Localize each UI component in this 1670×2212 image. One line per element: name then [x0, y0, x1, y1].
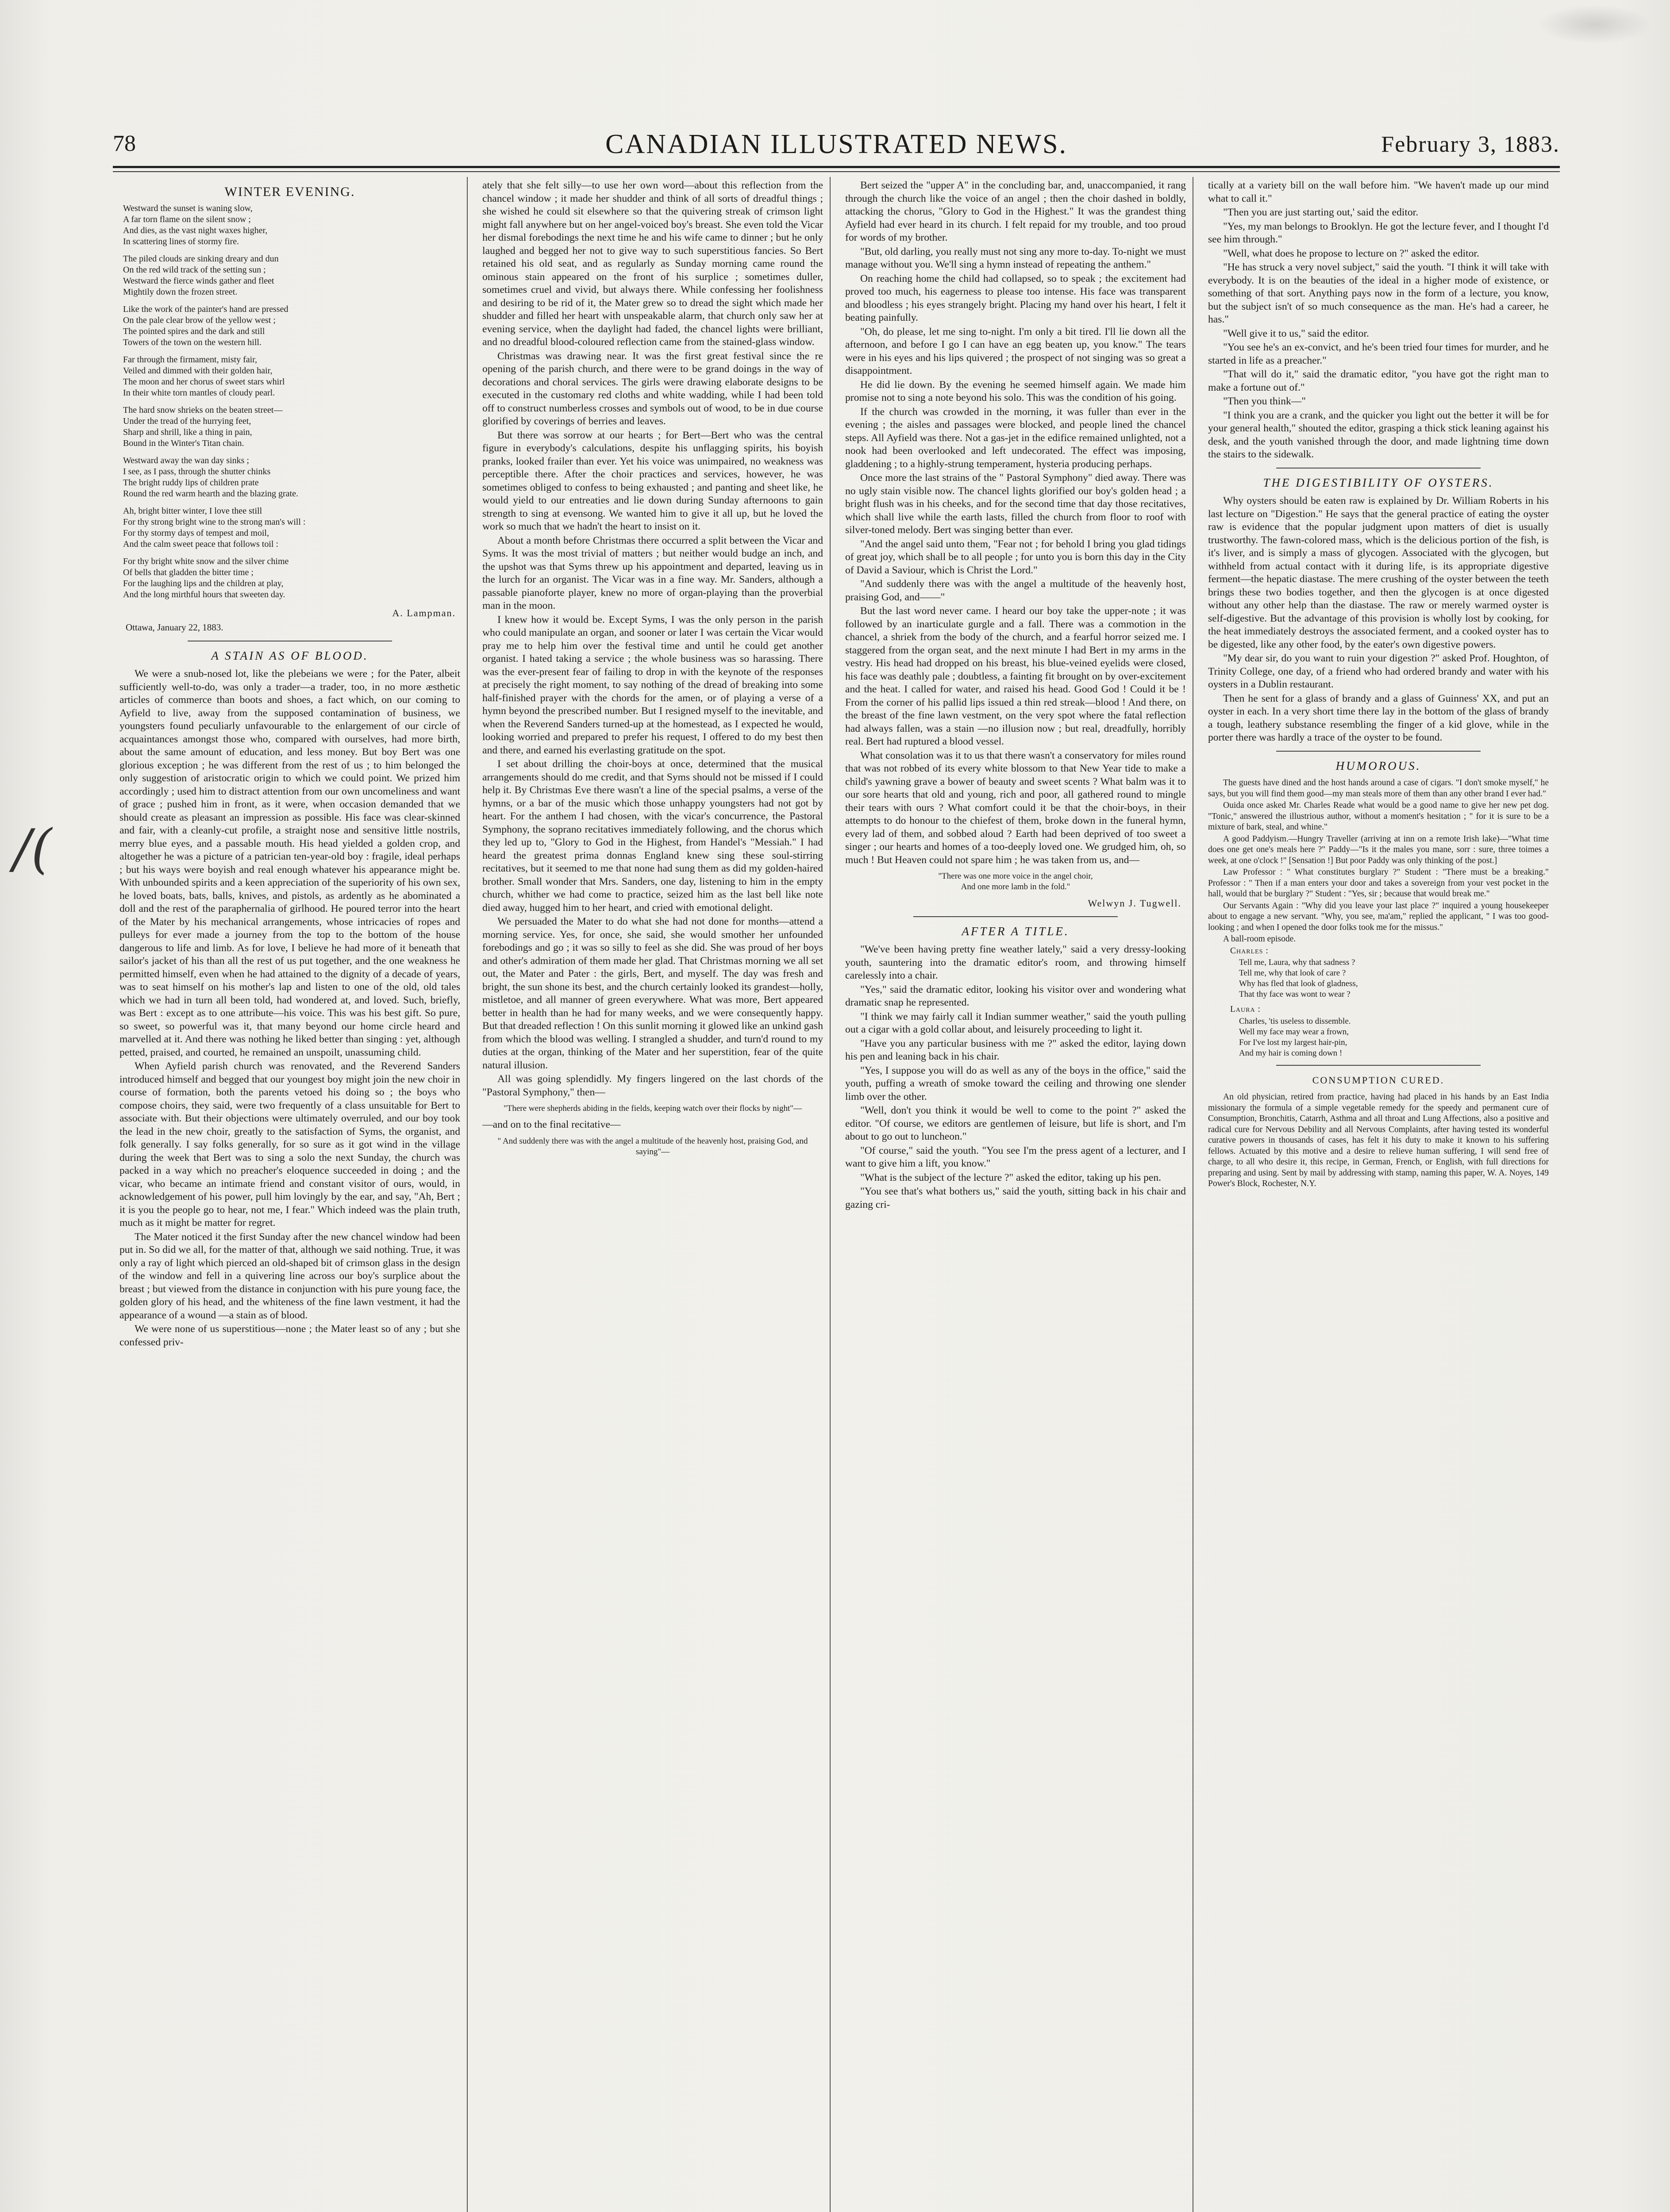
- page-scuff: [1537, 4, 1652, 44]
- section-rule: [913, 916, 1118, 917]
- story-paragraph: Why oysters should be eaten raw is explained by Dr. William Roberts in his last lecture on "Digestion." He says that the general practice of eating the oyster raw is evidence that the popular judgment upon matters of diet is usually trustworthy. The fawn-colored mass, which is the delicious portion of the fish, is it's liver, and is simply a mass of glycogen. Associated with the glycogen, but withheld from actual contact with it during life, is its appropriate digestive ferment—the hepatic diastase. The mere crushing of the oyster between the teeth brings these two bodies together, and then the glycogen is at once digested without any other help than the diastase. The raw or merely warmed oyster is self-digestive. But the advantage of this provision is wholly lost by cooking, for the heat immediately destroys the associated ferment, and a cooked oyster has to be digested, like any other food, by the eater's own digestive powers.: [1208, 495, 1549, 650]
- poem-line: And dies, as the vast night waxes higher,: [123, 225, 268, 235]
- story-body: [1208, 495, 1549, 745]
- poem-title: WINTER EVENING.: [224, 184, 355, 199]
- story-paragraph: "Then you think—": [1223, 396, 1306, 407]
- story-paragraph: tically at a variety bill on the wall before him. "We haven't made up our mind what to call it.": [1208, 180, 1549, 204]
- verse-line: And my hair is coming down !: [1239, 1048, 1343, 1058]
- margin-mark: /(: [13, 818, 52, 880]
- poem-dateline: Ottawa, January 22, 1883.: [126, 622, 223, 633]
- story-paragraph: He did lie down. By the evening he seemed himself again. We made him promise not to sing a note beyond his solo. This was the condition of his going.: [845, 379, 1186, 403]
- verse-speaker: Charles :: [1230, 946, 1269, 956]
- story-paragraph: "Well, don't you think it would be well to come to the point ?" asked the editor. "Of course, we editors are gentlemen of leisure, but life is short, and I'm about to go out to luncheon.": [845, 1105, 1186, 1142]
- story-paragraph: All was going splendidly. My fingers lingered on the last chords of the "Pastoral Symphony," then—: [482, 1073, 823, 1098]
- story-body: [119, 668, 460, 1349]
- story-title: THE DIGESTIBILITY OF OYSTERS.: [1263, 476, 1494, 489]
- story-paragraph: ately that she felt silly—to use her own word—about this reflection from the chancel window ; it made her shudder and think of all sorts of dreadful things ; she wished he could sit elsewhere so that the quivering streak of crimson light might fall anywhere but on her angel-voiced boy's breast. She even told the Vicar her dismal forebodings the next time he and his wife came to dinner ; but he only laughed and begged her not to give way to such superstitious fancies. So Bert retained his old seat, and as regularly as Sunday morning came round the ominous stain appeared on the front of his surplice ; sometimes duller, sometimes cruel and vivid, but always there. While confessing her foolishness and desiring to be rid of it, the Mater grew so to dread the sight which made her shudder and filled her heart with unspeakable alarm, that church only saw her at evening service, when the daylight had faded, the chancel lights were brilliant, and no dreadful blood-coloured reflection came from the stained-glass window.: [482, 180, 823, 348]
- column-divider: [467, 177, 468, 2212]
- poem-author: A. Lampman.: [392, 607, 456, 618]
- verse-line: Why has fled that look of gladness,: [1239, 979, 1358, 988]
- story-paragraph: "My dear sir, do you want to ruin your digestion ?" asked Prof. Houghton, of Trinity College, one day, of a friend who had ordered brandy and water with his oysters in a Dublin restaurant.: [1208, 653, 1549, 690]
- story-paragraph: Our Servants Again : "Why did you leave your last place ?" inquired a young housekeeper about to engage a new servant. "Why, you see, ma'am," replied the applicant, " I was too good-looking ; and when I opened the door folks took me for the missus.": [1208, 901, 1549, 932]
- poem-line: And the long mirthful hours that sweeten day.: [123, 589, 285, 599]
- verse-line: For I've lost my largest hair-pin,: [1239, 1037, 1347, 1047]
- poem-line: Under the tread of the hurrying feet,: [123, 416, 251, 426]
- poem-stanza: [123, 455, 460, 499]
- story-paragraph: Christmas was drawing near. It was the first great festival since the re opening of the parish church, and there were to be grand doings in the way of decorations and choral services. The girls were drawing elaborate designs to be executed in the customary red cloths and white wadding, while I had been told off to construct numberless crosses and symbols out of wood, to be in due course glorified by coverings of berries and leaves.: [482, 350, 823, 427]
- poem-line: Veiled and dimmed with their golden hair,: [123, 365, 273, 376]
- story-paragraph: The Mater noticed it the first Sunday after the new chancel window had been put in. So did we all, for the matter of that, although we said nothing. True, it was only a ray of light which pierced an old-shaped bit of crimson glass in the design of the window and fell in a quivering line across our boy's surplice about the breast ; but viewed from the distance in conjunction with his pure young face, the golden glory of his head, and the whiteness of the fine lawn vestment, it had the appearance of a wound —a stain as of blood.: [119, 1231, 460, 1321]
- story-paragraph: Law Professor : " What constitutes burglary ?" Student : "There must be a breaking." Professor : " Then if a man enters your door and takes a sovereign from your vest pocket in the hall, would that be burglary ?" Student : "Yes, sir ; because that would break me.": [1208, 868, 1549, 899]
- column-3: [845, 179, 1186, 2212]
- section-rule: [1276, 1065, 1481, 1066]
- story-body-continued: [482, 179, 823, 1099]
- story-paragraph: "Oh, do please, let me sing to-night. I'm only a bit tired. I'll lie down all the afternoon, and before I go I can have an egg beaten up, you know." The tears were in his eyes and his lips quivered ; the prospect of not singing was so great a disappointment.: [845, 326, 1186, 376]
- verse-block: [1239, 1016, 1549, 1059]
- poem-stanza: [123, 354, 460, 399]
- story-paragraph: "Well give it to us," said the editor.: [1223, 327, 1369, 339]
- poem-line: For thy bright white snow and the silver chime: [123, 556, 289, 566]
- poem-line: The piled clouds are sinking dreary and dun: [123, 253, 279, 264]
- story-paragraph: If the church was crowded in the morning, it was fuller than ever in the evening ; the aisles and passages were blocked, and people lined the chancel steps. All Ayfield was there. Not a gas-jet in the edifice remained unlighted, not a nook had been overlooked and left undecorated. The effect was imposing, gladdening ; to a highly-strung temperament, hysteria producing perhaps.: [845, 406, 1186, 470]
- story-paragraph: The guests have dined and the host hands around a case of cigars. "I don't smoke myself," he says, but you will find them good—my man steals more of them than any other brand I ever had.": [1208, 778, 1549, 799]
- story-paragraph: "And suddenly there was with the angel a multitude of the heavenly host, praising God, and——": [845, 578, 1186, 603]
- verse-line: That thy face was wont to wear ?: [1239, 990, 1351, 999]
- poem-line: Sharp and shrill, like a thing in pain,: [123, 427, 252, 437]
- verse-line: Tell me, Laura, why that sadness ?: [1239, 958, 1355, 967]
- story-paragraph: Ouida once asked Mr. Charles Reade what would be a good name to give her new pet dog. "Tonic," answered the illustrious author, without a moment's hesitation ; " for it is sure to be a mixture of bark, steal, and whine.": [1208, 801, 1549, 832]
- poem-line: In their white torn mantles of cloudy pearl.: [123, 388, 275, 398]
- story-paragraph: "Yes," said the dramatic editor, looking his visitor over and wondering what dramatic snap he represented.: [845, 983, 1186, 1008]
- poem-line: Ah, bright bitter winter, I love thee still: [123, 506, 262, 516]
- poem-line: Round the red warm hearth and the blazing grate.: [123, 488, 298, 499]
- verse-line: And one more lamb in the fold.": [961, 882, 1070, 891]
- story-paragraph: "That will do it," said the dramatic editor, "you have got the right man to make a fortune out of.": [1208, 369, 1549, 393]
- story-paragraph: "Then you are just starting out,' said the editor.: [1223, 207, 1419, 218]
- header-rule: [113, 166, 1560, 168]
- story-paragraph: "We've been having pretty fine weather lately," said a very dressy-looking youth, sauntering into the dramatic editor's room, and throwing himself carelessly into a chair.: [845, 944, 1186, 981]
- story-paragraph: Once more the last strains of the " Pastoral Symphony" died away. There was no ugly stain visible now. The chancel lights glorified our boy's golden head ; a bright flush was in his cheeks, and for the second time that day those recitatives, which shall live while the earth lasts, filled the church from floor to roof with silver-toned melody. Bert was singing better than ever.: [845, 472, 1186, 536]
- story-paragraph: "Yes, my man belongs to Brooklyn. He got the lecture fever, and I thought I'd see him through.": [1208, 220, 1549, 245]
- poem-line: For thy strong bright wine to the strong man's will :: [123, 517, 306, 527]
- poem-line: On the pale clear brow of the yellow west ;: [123, 315, 276, 325]
- poem-line: Towers of the town on the western hill.: [123, 337, 262, 347]
- story-quote: " And suddenly there was with the angel a multitude of the heavenly host, praising God, and saying"—: [497, 1136, 808, 1156]
- story-author: Welwyn J. Tugwell.: [1088, 898, 1181, 909]
- story-paragraph: I set about drilling the choir-boys at once, determined that the musical arrangements should do me credit, and that Syms should not be missed if I could help it. By Christmas Eve there wasn't a line of the special psalms, a verse of the hymns, or a bar of the music which those unhappy youngsters had not got by heart. For the anthem I had chosen, with the vicar's concurrence, the Pastoral Symphony, the soprano recitatives immediately following, and the chorus which they led up to, "Glory to God in the Highest, from Handel's "Messiah." I had heard the greatest prima donnas England knew sing these soul-stirring recitatives, but it seemed to me that none had sung them as did my golden-haired brother. Small wonder that Mrs. Sanders, one day, listening to him in the empty church, whither we had come to practice, seized him as the last bell like note died away, hugged him to her heart, and cried with emotional delight.: [482, 758, 823, 914]
- verse-block: [1239, 957, 1549, 1000]
- poem-line: Westward the fierce winds gather and fleet: [123, 276, 274, 286]
- column-2: [482, 179, 823, 2212]
- poem-line: I see, as I pass, through the shutter chinks: [123, 466, 271, 476]
- poem-line: In scattering lines of stormy fire.: [123, 236, 239, 246]
- poem-line: Of bells that gladden the bitter time ;: [123, 567, 254, 577]
- poem-line: The hard snow shrieks on the beaten street—: [123, 405, 283, 415]
- advert-text: An old physician, retired from practice, having had placed in his hands by an East India missionary the formula of a simple vegetable remedy for the speedy and permanent cure of Consumption, Bronchitis, Catarrh, Asthma and all throat and Lung Affections, also a positive and radical cure for Nervous Debility and all Nervous Complaints, after having tested its wonderful curative powers in thousands of cases, has felt it his duty to make it known to his suffering fellows. Actuated by this motive and a desire to relieve human suffering, I will send free of charge, to all who desire it, this recipe, in German, French, or English, with full directions for preparing and using. Sent by mail by addressing with stamp, naming this paper, W. A. Noyes, 149 Power's Block, Rochester, N.Y.: [1208, 1092, 1549, 1188]
- story-title: AFTER A TITLE.: [962, 924, 1070, 938]
- story-body: [845, 943, 1186, 1211]
- header-rule-thin: [113, 171, 1560, 172]
- story-paragraph: "He has struck a very novel subject," said the youth. "I think it will take with everybody. It is on the beauties of the ideal in a higher mode of existence, or something of that sort. Anything pays now in the form of a lecture, you know, but the subject isn't of so much consequence as the man. He's had a career, he has.": [1208, 261, 1549, 325]
- column-1: [119, 179, 460, 2212]
- story-paragraph: I knew how it would be. Except Syms, I was the only person in the parish who could manipulate an organ, and sooner or later I was certain the Vicar would pray me to help him over the festival time and until he could get another organist. I hated taking a service ; the whole business was so harassing. There was the ever-present fear of failing to drop in with the keynote of the responses at precisely the right moment, to say nothing of the dread of breaking into some half-finished prayer with the chords for the amen, or of playing a verse of a hymn beyond the prescribed number. But I resigned myself to the inevitable, and when the Reverend Sanders turned-up at the homestead, as I expected he would, looking worried and prepared to prefer his request, I offered to do my best then and there, and earned his everlasting gratitude on the spot.: [482, 614, 823, 756]
- poem-stanza: [123, 304, 460, 348]
- poem-line: On the red wild track of the setting sun ;: [123, 265, 266, 275]
- story-paragraph: Then he sent for a glass of brandy and a glass of Guinness' XX, and put an oyster in each. In a very short time there lay in the bottom of the glass of brandy a tough, leathery substance resembling the finger of a kid glove, while in the porter there was hardly a trace of the oyster to be found.: [1208, 692, 1549, 743]
- story-paragraph: "I think we may fairly call it Indian summer weather," said the youth pulling out a cigar with a gold collar about, and leisurely proceeding to light it.: [845, 1010, 1186, 1035]
- poem-line: Bound in the Winter's Titan chain.: [123, 438, 244, 448]
- publication-title: CANADIAN ILLUSTRATED NEWS.: [605, 129, 1068, 159]
- issue-date: February 3, 1883.: [1381, 132, 1560, 157]
- story-paragraph: "But, old darling, you really must not sing any more to-day. To-night we must manage without you. We'll sing a hymn instead of repeating the anthem.": [845, 246, 1186, 270]
- poem-line: A far torn flame on the silent snow ;: [123, 214, 251, 224]
- story-paragraph: "Well, what does he propose to lecture on ?" asked the editor.: [1223, 247, 1479, 259]
- page-number: 78: [113, 131, 136, 156]
- poem-stanza: [123, 506, 460, 550]
- story-paragraph: When Ayfield parish church was renovated, and the Reverend Sanders introduced himself and begged that our youngest boy might join the new choir in course of formation, both the parents vetoed his doing so ; the boys who compose choirs, they said, were two frequently of a class unsuitable for Bert to associate with. But their objections were ultimately overruled, and our boy took the lead in the new choir, greatly to the satisfaction of Syms, the organist, and folk generally. I say folks generally, for so sure as it got wind in the village during the week that Bert was to sing a solo the next Sunday, the church was packed in a way which no preacher's eloquence succeeded in doing ; and the vicar, who became an intimate friend and constant visitor of ours, would, in acknowledgement of his power, pull him lovingly by the ear, and say, "Ah, Bert ; it is you the people go to hear, not me, I fear." Which indeed was the plain truth, much as it might be matter for regret.: [119, 1060, 460, 1229]
- story-paragraph: A good Paddyism.—Hungry Traveller (arriving at inn on a remote Irish lake)—"What time does one get one's meals here ?" Paddy—"Is it the males you mane, sorr : sure, three toimes a week, at one o'clock !" [Sensation !] But poor Paddy was only thinking of the post.]: [1208, 834, 1549, 865]
- story-paragraph: "You see he's an ex-convict, and he's been tried four times for murder, and he started in life as a preacher.": [1208, 342, 1549, 366]
- story-quote: "There were shepherds abiding in the fields, keeping watch over their flocks by night"—: [504, 1104, 802, 1113]
- story-paragraph: About a month before Christmas there occurred a split between the Vicar and Syms. It was the most trivial of matters ; but neither would budge an inch, and the upshot was that Syms threw up his appointment and departed, leaving us in the lurch for an organist. The Vicar was in a fine way. Mr. Sanders, although a passable pianoforte player, knew no more of organ-playing than the proverbial man in the moon.: [482, 534, 823, 611]
- story-paragraph: But the last word never came. I heard our boy take the upper-note ; it was followed by an inarticulate gurgle and a fall. There was a commotion in the chancel, a shriek from the body of the church, and a fearful horror seized me. I staggered from the organ seat, and the next minute I had Bert in my arms in the vestry. His head had dropped on his breast, his blue-veined eyelids were closed, his face was deathly pale ; doubtless, a fainting fit brought on by over-excitement and the heat. I called for water, and raised his head. Good God ! Could it be ! From the corner of his pallid lips issued a thin red streak—blood ! And there, on the breast of the fine lawn vestment, on the very spot where the fatal reflection had always fallen, was a stain —no illusion now ; but real, dreadfully, horribly real. Bert had ruptured a blood vessel.: [845, 605, 1186, 747]
- story-paragraph: But there was sorrow at our hearts ; for Bert—Bert who was the central figure in everybody's calculations, despite his unflagging spirits, his boyish pranks, looked frailer than ever. Yet his voice was unimpaired, no weakness was perceptible there. After the choir practices and services, however, he was sometimes obliged to confess to being exhausted ; and panting and sheet like, he would yield to our entreaties and lie down during Sunday afternoons to gain strength to sing at evensong. We wanted him to give it all up, but he loved the work so much that we hadn't the heart to insist on it.: [482, 429, 823, 532]
- verse-line: "There was one more voice in the angel choir,: [938, 872, 1093, 881]
- poem-line: For thy stormy days of tempest and moil,: [123, 528, 269, 538]
- poem-line: Westward away the wan day sinks ;: [123, 455, 249, 465]
- humorous-items: [1208, 778, 1549, 945]
- poem-stanza: [123, 203, 460, 247]
- story-paragraph: "What is the subject of the lecture ?" asked the editor, taking up his pen.: [860, 1171, 1162, 1183]
- story-paragraph: We were a snub-nosed lot, like the plebeians we were ; for the Pater, albeit sufficiently well-to-do, was only a trader—a trader, too, in no more æsthetic articles of commerce than boots and shoes, a fact which, on our coming to Ayfield to live, away from the supposed contamination of business, we youngsters found peculiarly unfavourable to the enlargement of our circle of acquaintances amongst those who, compared with ourselves, had more birth, about the same amount of education, and less money. But boy Bert was one glorious exception ; he was different from the rest of us ; to him belonged the only suggestion of aristocratic origin to which we could point. We prized him accordingly ; used him to distract attention from our own uncomeliness and want of grace ; pushed him in front, as it were, when occasion demanded that we should create as pleasant an impression as possible. His face was clear-skinned and fair, with a cleanly-cut profile, a straight nose and sensitive little nostrils, merry blue eyes, and a passable mouth. His head yielded a golden crop, and altogether he was a picture of a patrician ten-year-old boy : fragile, ideal perhaps ; but his ways were boyish and real enough whatever his appearance might be. With unbounded spirits and a keen appreciation of the superiority of his own sex, he loved boats, bats, balls, knives, and pistols, as ardently as he abominated a doll and the rest of the paraphernalia of girlhood. He poured terror into the heart of the Mater by his mechanical arrangements, whose intricacies of ropes and pulleys for ever made a journey from the top to the bottom of the house dangerous to life and limb. As for love, I believe he had more of it beneath that sailor's jacket of his than all the rest of us put together, and the one weakness he permitted himself, even when he had attained to the dignity of a decade of years, was to seat himself on his mother's lap and listen to one of the old, old tales which we had in turn all been told, had wondered at, and loved. Such, briefly, was Bert : except as to one attribute—his voice. This was his best gift. So pure, so sweet, so powerful was it, that many beyond our home circle heard and marvelled at it. And there was nothing he liked better than singing : yet, although petted, praised, and courted, he remained an unspoilt, unassuming child.: [119, 668, 460, 1058]
- section-rule: [1276, 751, 1481, 752]
- story-body-continued: [1208, 179, 1549, 461]
- verse-line: Tell me, why that look of care ?: [1239, 968, 1346, 978]
- story-paragraph: We persuaded the Mater to do what she had not done for months—attend a morning service. Yes, for once, she said, she would smother her unfounded forebodings and go ; it was so silly to feel as she did. She was proud of her boys and other's admiration of them made her glad. That Christmas morning we all set out, the Mater and Pater : the girls, Bert, and myself. The day was fresh and bright, the sun shone its best, and the church certainly looked its grandest—holly, mistletoe, and all manner of green everywhere. What was more, Bert appeared better in health than he had for many weeks, and we were consequently happy. But that dreaded reflection ! On this sunlit morning it glowed like an unkind gash from which the blood was welling. I strangled a shudder, and turn'd round to my duties at the organ, thinking of the Mater and her superstition, fear of the quite natural illusion.: [482, 916, 823, 1071]
- story-closing-verse: [850, 871, 1181, 892]
- story-paragraph: "And the angel said unto them, "Fear not ; for behold I bring you glad tidings of great joy, which shall be to all people ; for unto you is born this day in the City of David a Saviour, which is Christ the Lord.": [845, 538, 1186, 576]
- column-divider: [830, 177, 831, 2212]
- column-4: [1208, 179, 1549, 2212]
- poem-stanza: [123, 556, 460, 600]
- advert-title: CONSUMPTION CURED.: [1312, 1074, 1445, 1086]
- story-paragraph: A ball-room episode.: [1223, 934, 1296, 944]
- story-paragraph: "Yes, I suppose you will do as well as any of the boys in the office," said the youth, puffing a wreath of smoke toward the ceiling and throwing one slender limb over the other.: [845, 1064, 1186, 1102]
- story-paragraph: We were none of us superstitious—none ; the Mater least so of any ; but she confessed priv-: [119, 1323, 460, 1348]
- poem-stanza: [123, 253, 460, 298]
- poem-stanza: [123, 405, 460, 449]
- verse-line: Well my face may wear a frown,: [1239, 1027, 1349, 1037]
- story-paragraph: —and on to the final recitative—: [482, 1119, 621, 1130]
- story-paragraph: "I think you are a crank, and the quicker you light out the better it will be for your general health," shouted the editor, grasping a thick stick leaning against his desk, and the youth vanished through the door, and made lightning time down the stairs to the sidewalk.: [1208, 409, 1549, 460]
- story-paragraph: "You see that's what bothers us," said the youth, sitting back in his chair and gazing cri-: [845, 1186, 1186, 1210]
- poem-line: Like the work of the painter's hand are pressed: [123, 304, 289, 314]
- poem-line: The bright ruddy lips of children prate: [123, 477, 259, 488]
- poem-line: The moon and her chorus of sweet stars whirl: [123, 376, 285, 387]
- story-title: A STAIN AS OF BLOOD.: [211, 649, 369, 662]
- masthead: [113, 126, 1560, 161]
- poem-body: [119, 203, 460, 600]
- story-paragraph: Bert seized the "upper A" in the concluding bar, and, unaccompanied, it rang through the church like the voice of an angel ; then the choir dashed in boldly, attacking the chorus, "Glory to God in the Highest." It was the grandest thing Ayfield had ever heard in its church. I felt repaid for my trouble, and too proud for words of my brother.: [845, 180, 1186, 243]
- poem-line: The pointed spires and the dark and still: [123, 326, 265, 336]
- story-body-continued: [845, 179, 1186, 867]
- section-rule: [1276, 468, 1481, 469]
- poem-line: For the laughing lips and the children at play,: [123, 578, 284, 588]
- poem-line: Far through the firmament, misty fair,: [123, 354, 258, 365]
- verse-line: Charles, 'tis useless to dissemble.: [1239, 1016, 1351, 1026]
- story-paragraph: On reaching home the child had collapsed, so to speak ; the excitement had proved too much, his eagerness to please too intense. His face was transparent and bloodless ; his eyes strangely bright. Placing my hand over his heart, I felt it beating painfully.: [845, 273, 1186, 323]
- section-title: HUMOROUS.: [1335, 759, 1421, 772]
- story-paragraph: What consolation was it to us that there wasn't a conservatory for miles round that was not robbed of its every white blossom to that New Year tide to make a child's yawning grave a bower of beauty and sweet scents ? What balm was it to our sore hearts that old and young, rich and poor, all gathered round to mingle their tears with ours ? What comfort could it be that the choir-boys, in their attempts to do honour to the chiefest of them, broke down in the funeral hymn, every lad of them, and sobbed aloud ? Earth had been deprived of too sweet a singer ; our hearts and homes of a too-deeply loved one. We grudged him, oh, so much ! But Heaven could not spare him ; he was taken from us, and—: [845, 749, 1186, 866]
- story-paragraph: "Of course," said the youth. "You see I'm the press agent of a lecturer, and I want to give him a lift, you know.": [845, 1144, 1186, 1169]
- poem-line: And the calm sweet peace that follows toil :: [123, 539, 279, 549]
- poem-line: Westward the sunset is waning slow,: [123, 203, 253, 213]
- poem-line: Mightily down the frozen street.: [123, 287, 238, 297]
- verse-speaker: Laura :: [1230, 1005, 1261, 1014]
- story-paragraph: "Have you any particular business with me ?" asked the editor, laying down his pen and leaning back in his chair.: [845, 1037, 1186, 1062]
